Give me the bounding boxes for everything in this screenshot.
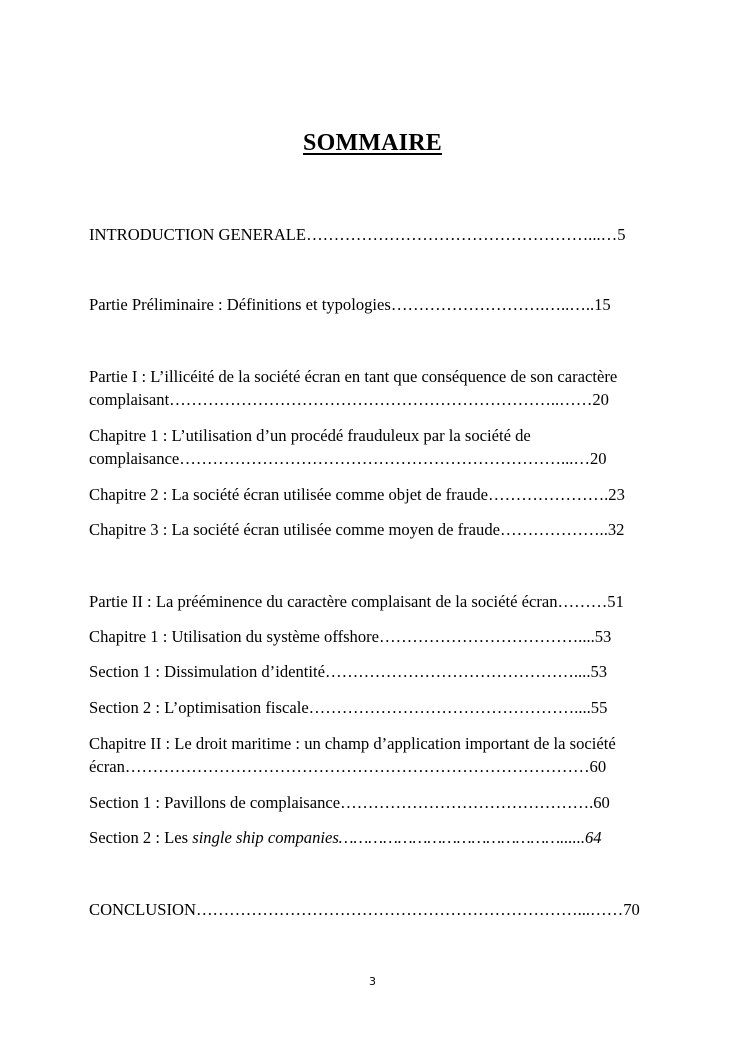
toc-entry-partie-2-chapitre-2 bbox=[89, 732, 659, 778]
toc-entry-conclusion bbox=[89, 898, 659, 921]
toc-entry-text: Chapitre 1 : Utilisation du système offshore………………………………....53 bbox=[89, 627, 612, 646]
toc-entry-section-pavillons bbox=[89, 791, 659, 814]
toc-entry-partie-1-chapitre-2 bbox=[89, 483, 659, 506]
toc-entry-text-continued: complaisance……………………………………………………………...…20 bbox=[89, 449, 607, 468]
toc-entry-section-single-ship bbox=[89, 826, 659, 849]
toc-entry-partie-2-chapitre-1 bbox=[89, 625, 659, 648]
toc-entry-section-dissimulation bbox=[89, 660, 659, 683]
toc-entry-text-continued: complaisant……………………………………………………………..……20 bbox=[89, 390, 609, 409]
toc-entry-text: Section 2 : L’optimisation fiscale…………………………………………....55 bbox=[89, 698, 608, 717]
toc-entry-text: Section 1 : Dissimulation d’identité………………………………………....53 bbox=[89, 662, 608, 681]
toc-entry-text: Section 1 : Pavillons de complaisance……………………………………….60 bbox=[89, 793, 610, 812]
toc-entry-text: Chapitre 2 : La société écran utilisée comme objet de fraude………………….23 bbox=[89, 485, 625, 504]
toc-entry-text-continued: écran…………………………………………………………………………60 bbox=[89, 757, 607, 776]
toc-entry-introduction bbox=[89, 223, 659, 246]
toc-entry-partie-preliminaire bbox=[89, 293, 659, 316]
toc-entry-partie-1-chapitre-1 bbox=[89, 424, 659, 470]
toc-entry-text: Partie I : L’illicéité de la société écran en tant que conséquence de son caractère bbox=[89, 367, 618, 386]
toc-entry-partie-2 bbox=[89, 590, 659, 613]
toc-entry-partie-1-chapitre-3 bbox=[89, 518, 659, 541]
toc-entry-text: INTRODUCTION GENERALE……………………………………………...…5 bbox=[89, 225, 626, 244]
toc-entry-text: Partie Préliminaire : Définitions et typologies……………………….…..…..15 bbox=[89, 295, 611, 314]
toc-entry-text: Chapitre 3 : La société écran utilisée comme moyen de fraude………………..32 bbox=[89, 520, 625, 539]
toc-entry-text: Section 2 : Les bbox=[89, 828, 193, 847]
toc-entry-partie-1 bbox=[89, 365, 659, 411]
toc-entry-text: Chapitre 1 : L’utilisation d’un procédé frauduleux par la société de bbox=[89, 426, 531, 445]
toc-entry-text: Partie II : La prééminence du caractère complaisant de la société écran………51 bbox=[89, 592, 624, 611]
page-title: SOMMAIRE bbox=[303, 130, 442, 156]
toc-entry-text: CONCLUSION……………………………………………………………...……70 bbox=[89, 900, 640, 919]
toc-entry-section-optimisation bbox=[89, 696, 659, 719]
toc-entry-text-italic: single ship companies………………………………………......64 bbox=[192, 828, 602, 847]
page-number: 3 bbox=[369, 975, 376, 988]
toc-entry-text: Chapitre II : Le droit maritime : un champ d’application important de la société bbox=[89, 734, 616, 753]
